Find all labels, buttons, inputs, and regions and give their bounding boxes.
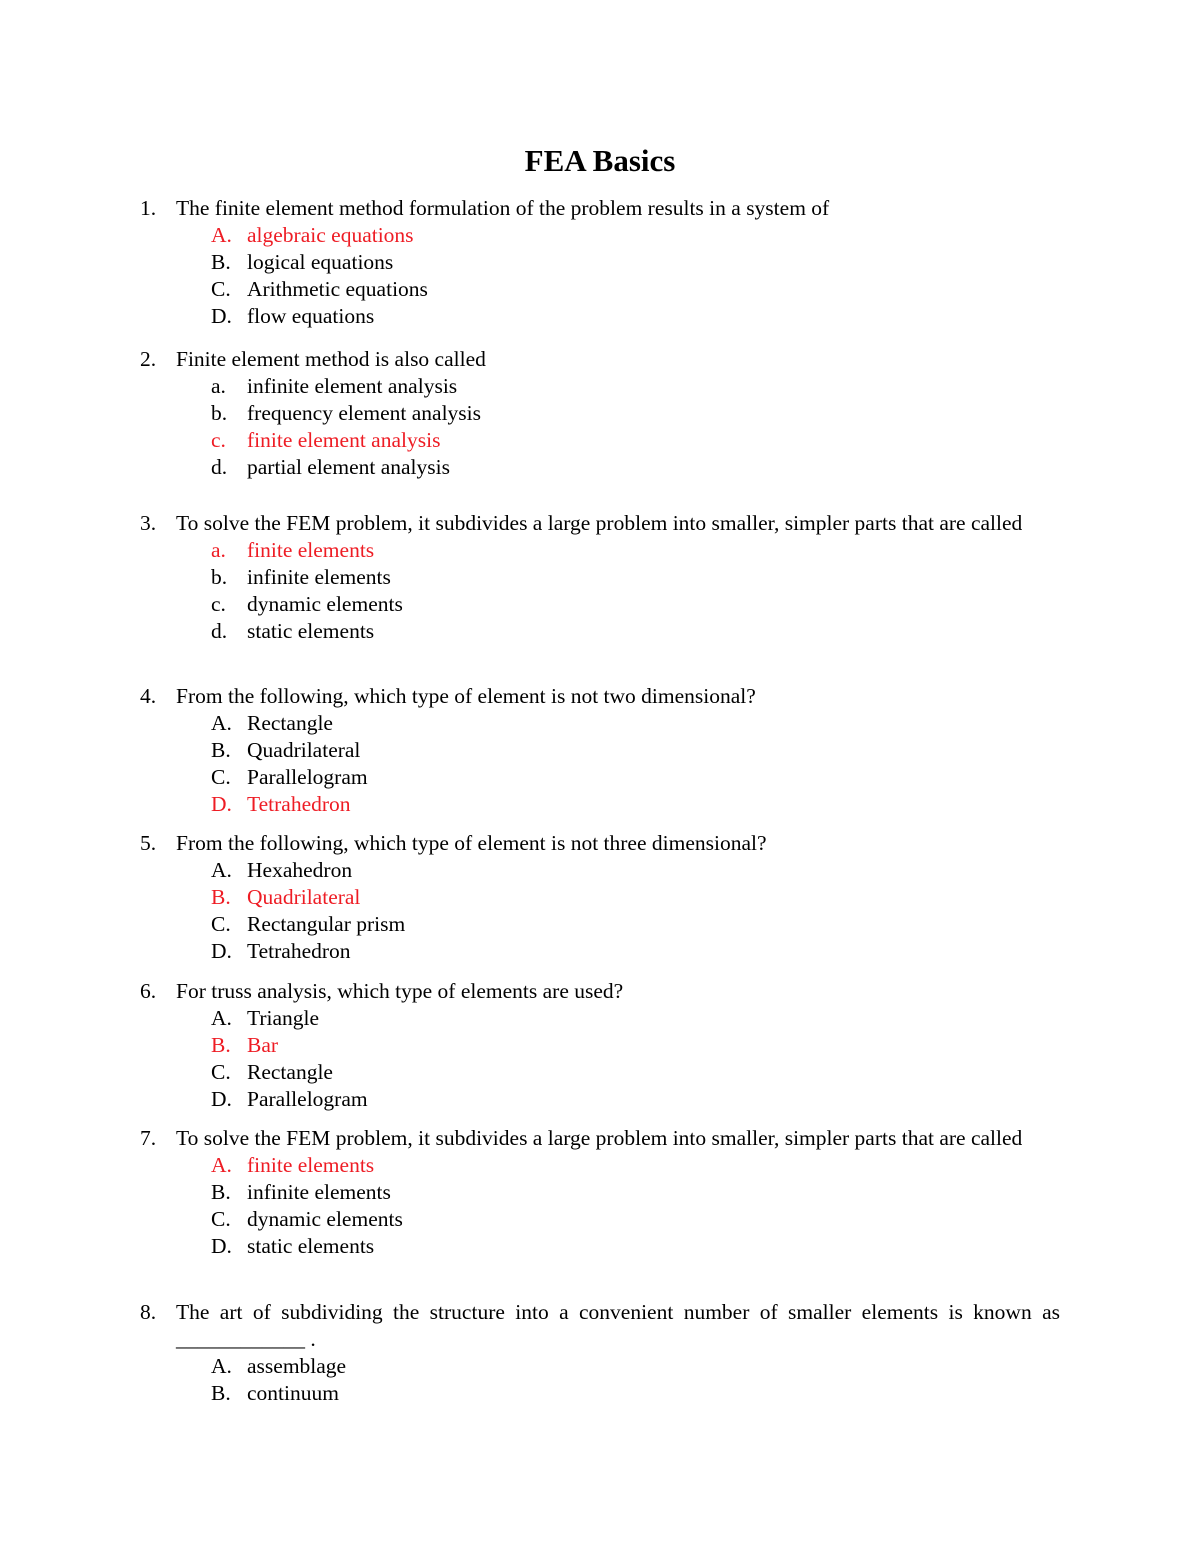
question-6 — [140, 978, 1060, 1113]
answer-option — [211, 1005, 1060, 1032]
option-letter: D. — [211, 1087, 232, 1111]
option-letter: A. — [211, 1153, 232, 1177]
option-text: static elements — [247, 619, 375, 643]
answer-option-correct — [211, 1152, 1060, 1179]
option-letter: C. — [211, 765, 231, 789]
answer-option — [211, 454, 1060, 481]
option-letter: C. — [211, 1207, 231, 1231]
answer-option-correct — [211, 222, 1060, 249]
option-letter: B. — [211, 1033, 231, 1057]
option-letter: d. — [211, 455, 228, 479]
answer-options — [211, 537, 1060, 645]
answer-option — [211, 1086, 1060, 1113]
answer-option-correct — [211, 537, 1060, 564]
answer-option — [211, 1380, 1060, 1407]
answer-option — [211, 1179, 1060, 1206]
question-text: The finite element method formulation of the problem results in a system of — [176, 196, 830, 220]
answer-options — [211, 1152, 1060, 1260]
answer-option — [211, 764, 1060, 791]
option-letter: C. — [211, 912, 231, 936]
option-letter: c. — [211, 428, 226, 452]
question-5 — [140, 830, 1060, 965]
option-text: dynamic elements — [247, 1207, 403, 1231]
option-letter: A. — [211, 858, 232, 882]
option-text: Rectangle — [247, 711, 333, 735]
option-text: logical equations — [247, 250, 394, 274]
answer-options — [211, 1353, 1060, 1407]
option-letter: A. — [211, 1006, 232, 1030]
option-letter: D. — [211, 792, 232, 816]
option-text: Quadrilateral — [247, 738, 361, 762]
option-letter: b. — [211, 401, 228, 425]
answer-option — [211, 1059, 1060, 1086]
question-number: 3. — [140, 511, 157, 535]
option-letter: C. — [211, 277, 231, 301]
question-text: To solve the FEM problem, it subdivides a large problem into smaller, simpler parts that are called — [176, 511, 1023, 535]
option-letter: a. — [211, 374, 226, 398]
question-text: From the following, which type of element is not three dimensional? — [176, 831, 767, 855]
answer-option-correct — [211, 791, 1060, 818]
answer-option — [211, 618, 1060, 645]
option-letter: D. — [211, 304, 232, 328]
question-number: 2. — [140, 347, 157, 371]
question-number: 1. — [140, 196, 157, 220]
question-text: From the following, which type of element is not two dimensional? — [176, 684, 756, 708]
question-number: 5. — [140, 831, 157, 855]
answer-options — [211, 373, 1060, 481]
option-text: Triangle — [247, 1006, 320, 1030]
answer-options — [211, 1005, 1060, 1113]
option-text: flow equations — [247, 304, 375, 328]
answer-option — [211, 303, 1060, 330]
answer-option — [211, 938, 1060, 965]
question-3 — [140, 510, 1060, 645]
question-text: To solve the FEM problem, it subdivides a large problem into smaller, simpler parts that are called — [176, 1126, 1023, 1150]
question-text: For truss analysis, which type of elements are used? — [176, 979, 624, 1003]
option-letter: A. — [211, 1354, 232, 1378]
option-text: finite element analysis — [247, 428, 441, 452]
answer-option — [211, 249, 1060, 276]
answer-option-correct — [211, 1032, 1060, 1059]
answer-option — [211, 710, 1060, 737]
option-text: Rectangle — [247, 1060, 333, 1084]
answer-option — [211, 1353, 1060, 1380]
option-letter: a. — [211, 538, 226, 562]
answer-option — [211, 1206, 1060, 1233]
question-4 — [140, 683, 1060, 818]
option-text: Hexahedron — [247, 858, 353, 882]
option-text: dynamic elements — [247, 592, 403, 616]
option-text: finite elements — [247, 538, 375, 562]
option-text: infinite elements — [247, 1180, 391, 1204]
answer-option — [211, 276, 1060, 303]
option-letter: d. — [211, 619, 228, 643]
answer-option — [211, 737, 1060, 764]
question-text: The art of subdividing the structure into a convenient number of smaller elements is known as ____________ . — [176, 1300, 1060, 1351]
page-title: FEA Basics — [524, 143, 676, 178]
option-text: partial element analysis — [247, 455, 450, 479]
option-text: Parallelogram — [247, 765, 368, 789]
answer-option — [211, 373, 1060, 400]
answer-option — [211, 1233, 1060, 1260]
option-text: continuum — [247, 1381, 339, 1405]
option-letter: B. — [211, 1381, 231, 1405]
answer-option — [211, 400, 1060, 427]
option-text: Quadrilateral — [247, 885, 361, 909]
option-text: frequency element analysis — [247, 401, 482, 425]
option-letter: B. — [211, 250, 231, 274]
question-7 — [140, 1125, 1060, 1260]
answer-option — [211, 857, 1060, 884]
option-letter: C. — [211, 1060, 231, 1084]
option-letter: D. — [211, 939, 232, 963]
option-letter: B. — [211, 1180, 231, 1204]
option-text: algebraic equations — [247, 223, 414, 247]
answer-options — [211, 857, 1060, 965]
option-letter: D. — [211, 1234, 232, 1258]
option-letter: A. — [211, 223, 232, 247]
option-text: Bar — [247, 1033, 279, 1057]
option-text: Parallelogram — [247, 1087, 368, 1111]
option-text: Rectangular prism — [247, 912, 406, 936]
answer-option — [211, 591, 1060, 618]
question-1 — [140, 195, 1060, 330]
option-letter: b. — [211, 565, 228, 589]
option-letter: B. — [211, 738, 231, 762]
answer-option-correct — [211, 427, 1060, 454]
answer-options — [211, 222, 1060, 330]
answer-option-correct — [211, 884, 1060, 911]
question-number: 7. — [140, 1126, 157, 1150]
question-number: 6. — [140, 979, 157, 1003]
question-2 — [140, 346, 1060, 481]
option-text: infinite element analysis — [247, 374, 458, 398]
option-text: Arithmetic equations — [247, 277, 428, 301]
option-letter: A. — [211, 711, 232, 735]
option-text: finite elements — [247, 1153, 375, 1177]
answer-option — [211, 564, 1060, 591]
answer-option — [211, 911, 1060, 938]
question-text: Finite element method is also called — [176, 347, 486, 371]
option-letter: c. — [211, 592, 226, 616]
question-8 — [140, 1299, 1060, 1407]
option-text: Tetrahedron — [247, 939, 351, 963]
question-number: 8. — [140, 1300, 157, 1324]
option-text: Tetrahedron — [247, 792, 351, 816]
answer-options — [211, 710, 1060, 818]
option-text: infinite elements — [247, 565, 391, 589]
option-text: static elements — [247, 1234, 375, 1258]
question-number: 4. — [140, 684, 157, 708]
option-text: assemblage — [247, 1354, 347, 1378]
option-letter: B. — [211, 885, 231, 909]
